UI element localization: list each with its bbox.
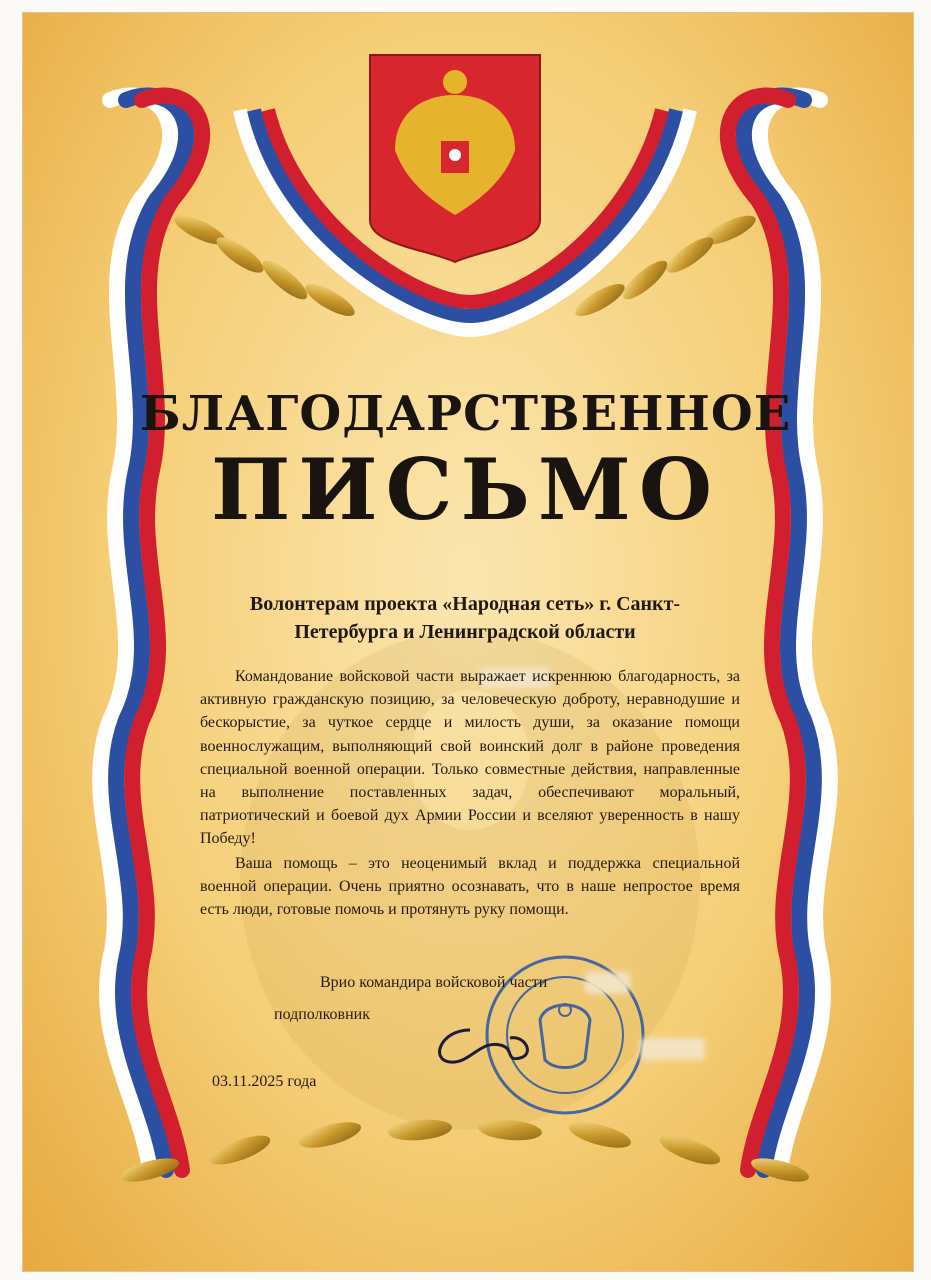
left-tricolor-ribbon [100, 96, 202, 1170]
coat-of-arms-icon [370, 55, 540, 262]
title-line-1: БЛАГОДАРСТВЕННОЕ [139, 386, 792, 442]
redacted-unit-number-signature [585, 972, 630, 994]
redacted-commander-name [640, 1038, 705, 1060]
body-paragraph: Ваша помощь – это неоценимый вклад и поддержка специальной военной операции. Очень приятно осознавать, что в наше непростое время есть люди, готовые помочь и протянуть руку помощи. [200, 855, 740, 919]
body-paragraph: Командование войсковой части выражает искреннюю благодарность, за активную гражданскую позицию, за человеческую доброту, неравнодушие и бескорыстие, за чуткое сердце и милость души, за оказание помощи военнослужащим, выполняющий свой воинский долг в районе проведения специальной военной операции. Только совместные действия, направленные на выполнение поставленных задач, обеспечивают моральный, патриотический и боевой дух Армии России и вселяют уверенность в нашу Победу! [200, 668, 740, 848]
title-line-2: ПИСЬМО [210, 440, 720, 539]
right-tricolor-ribbon [728, 96, 830, 1170]
signatory-title: Врио командира войсковой части [320, 974, 548, 991]
signatory-rank: подполковник [274, 1006, 370, 1023]
addressee: Волонтерам проекта «Народная сеть» г. Санкт-Петербурга и Ленинградской области [249, 593, 681, 643]
letter-date: 03.11.2025 года [212, 1073, 317, 1090]
